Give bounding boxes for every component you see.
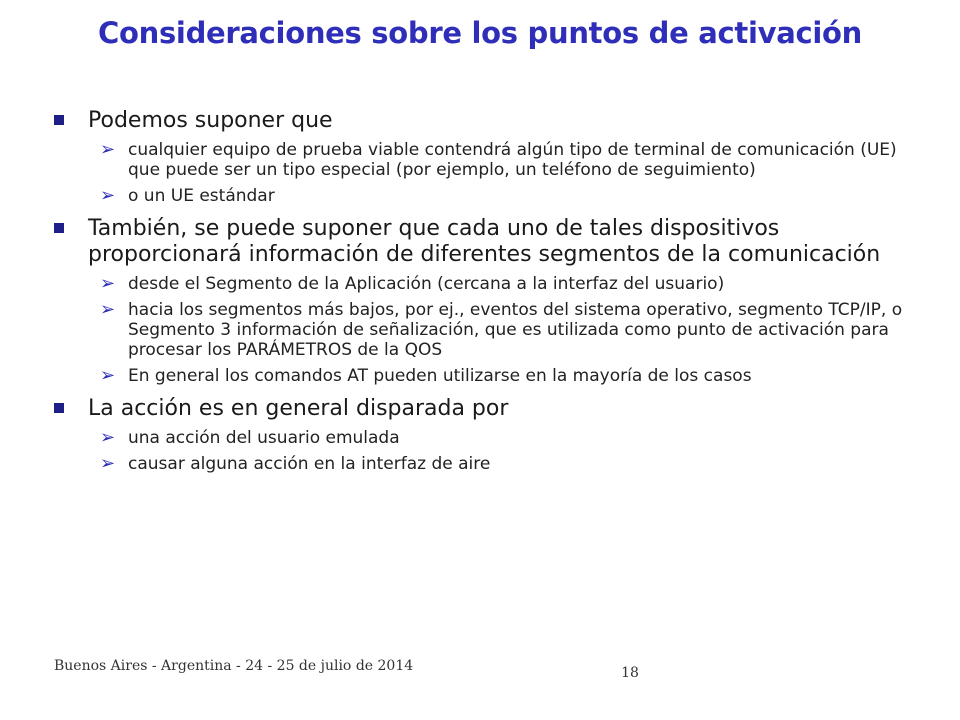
- sub-bullet-text: una acción del usuario emulada: [128, 428, 400, 448]
- bullet-text: Podemos suponer que: [88, 108, 333, 133]
- sub-bullet-text: o un UE estándar: [128, 186, 275, 206]
- slide-footer: Buenos Aires - Argentina - 24 - 25 de julio de 2014: [54, 658, 414, 674]
- sub-bullet-item: [52, 428, 928, 448]
- bullet-item: [52, 216, 932, 268]
- square-bullet-icon: [54, 223, 64, 233]
- sub-bullet-item: [52, 140, 928, 180]
- bullet-text: También, se puede suponer que cada uno de tales dispositivos proporcionará información de diferentes segmentos de la comunicación: [88, 216, 881, 267]
- arrow-bullet-icon: ➢: [100, 453, 116, 474]
- square-bullet-icon: [54, 115, 64, 125]
- sub-bullet-text: desde el Segmento de la Aplicación (cercana a la interfaz del usuario): [128, 274, 725, 294]
- sub-bullet-text: cualquier equipo de prueba viable contendrá algún tipo de terminal de comunicación (UE) que puede ser un tipo especial (por ejemplo, un teléfono de seguimiento): [128, 140, 897, 180]
- sub-bullet-text: En general los comandos AT pueden utilizarse en la mayoría de los casos: [128, 366, 752, 386]
- sub-bullet-item: [52, 274, 928, 294]
- arrow-bullet-icon: ➢: [100, 365, 116, 386]
- arrow-bullet-icon: ➢: [100, 139, 116, 160]
- bullet-item: [52, 108, 932, 134]
- sub-bullet-text: hacia los segmentos más bajos, por ej., eventos del sistema operativo, segmento TCP/IP, o Segmento 3 información de señalización, que es utilizada como punto de activación para procesar los PARÁMETROS de la QOS: [128, 300, 903, 360]
- square-bullet-icon: [54, 403, 64, 413]
- arrow-bullet-icon: ➢: [100, 185, 116, 206]
- bullet-text: La acción es en general disparada por: [88, 396, 509, 421]
- arrow-bullet-icon: ➢: [100, 299, 116, 320]
- sub-bullet-text: causar alguna acción en la interfaz de aire: [128, 454, 491, 474]
- sub-bullet-item: [52, 366, 928, 386]
- sub-bullet-item: [52, 300, 928, 360]
- sub-bullet-item: [52, 454, 928, 474]
- sub-bullet-item: [52, 186, 928, 206]
- arrow-bullet-icon: ➢: [100, 273, 116, 294]
- bullet-item: [52, 396, 932, 422]
- bullet-list: [52, 108, 932, 474]
- page-number: 18: [621, 665, 639, 681]
- slide-title: Consideraciones sobre los puntos de activación: [98, 16, 862, 50]
- arrow-bullet-icon: ➢: [100, 427, 116, 448]
